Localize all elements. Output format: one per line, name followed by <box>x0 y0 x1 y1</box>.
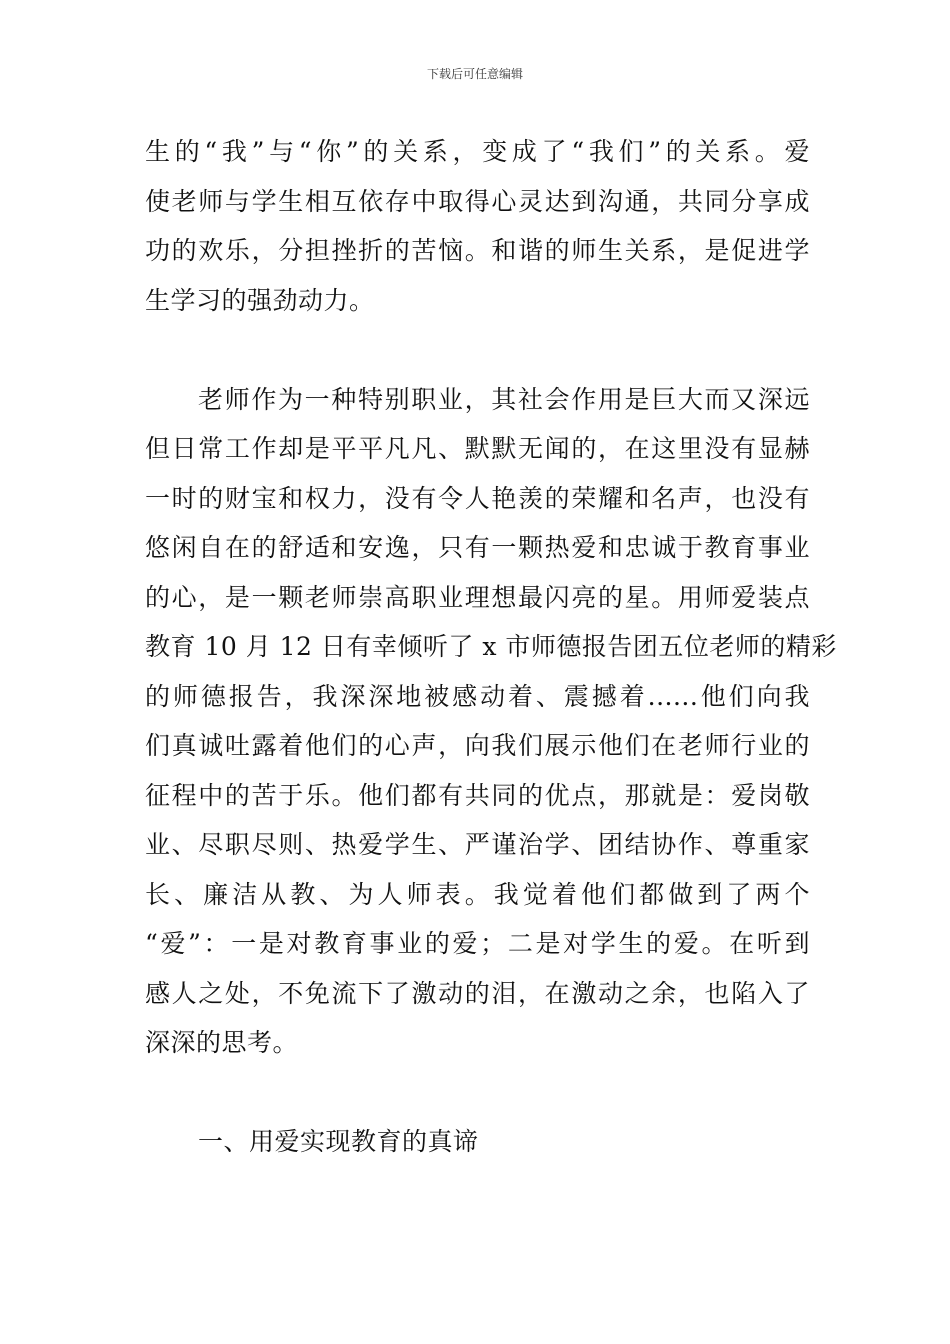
paragraph-2 <box>145 375 837 1068</box>
section-heading: 一、用爱实现教育的真谛 <box>198 1127 479 1156</box>
paragraph-line: 的师德报告，我深深地被感动着、震撼着......他们向我 <box>145 681 810 711</box>
paragraph-line: 一时的财宝和权力，没有令人艳羡的荣耀和名声，也没有 <box>145 483 810 513</box>
paragraph-line: 业、尽职尽则、热爱学生、严谨治学、团结协作、尊重家 <box>145 830 810 859</box>
paragraph-spacer <box>145 1068 810 1118</box>
paragraph-1 <box>145 127 810 325</box>
paragraph-line: 征程中的苦于乐。他们都有共同的优点，那就是：爱岗敬 <box>145 780 810 810</box>
paragraph-spacer <box>145 325 810 375</box>
paragraph-line: 教育 10 月 12 日有幸倾听了 x 市师德报告团五位老师的精彩 <box>145 632 837 661</box>
paragraph-line: 使老师与学生相互依存中取得心灵达到沟通，共同分享成 <box>145 186 810 216</box>
paragraph-line: 生学习的强劲动力。 <box>145 285 375 315</box>
paragraph-line: 悠闲自在的舒适和安逸，只有一颗热爱和忠诚于教育事业 <box>145 533 810 562</box>
paragraph-line: 们真诚吐露着他们的心声，向我们展示他们在老师行业的 <box>145 731 810 760</box>
paragraph-line: 生的“我”与“你”的关系，变成了“我们”的关系。爱 <box>145 137 810 166</box>
paragraph-line: 但日常工作却是平平凡凡、默默无闻的，在这里没有显赫 <box>145 434 810 463</box>
paragraph-line: 的心，是一颗老师崇高职业理想最闪亮的星。用师爱装点 <box>145 582 810 612</box>
paragraph-line: 长、廉洁从教、为人师表。我觉着他们都做到了两个 <box>145 879 810 909</box>
document-body <box>145 127 837 1167</box>
paragraph-line: 深深的思考。 <box>145 1028 299 1057</box>
paragraph-line: 功的欢乐，分担挫折的苦恼。和谐的师生关系，是促进学 <box>145 236 810 265</box>
page-header-note: 下载后可任意编辑 <box>426 67 523 81</box>
paragraph-line: “爱”：一是对教育事业的爱；二是对学生的爱。在听到 <box>145 929 810 958</box>
paragraph-line: 老师作为一种特别职业，其社会作用是巨大而又深远 <box>198 384 810 414</box>
paragraph-line: 感人之处，不免流下了激动的泪，在激动之余，也陷入了 <box>145 978 810 1008</box>
